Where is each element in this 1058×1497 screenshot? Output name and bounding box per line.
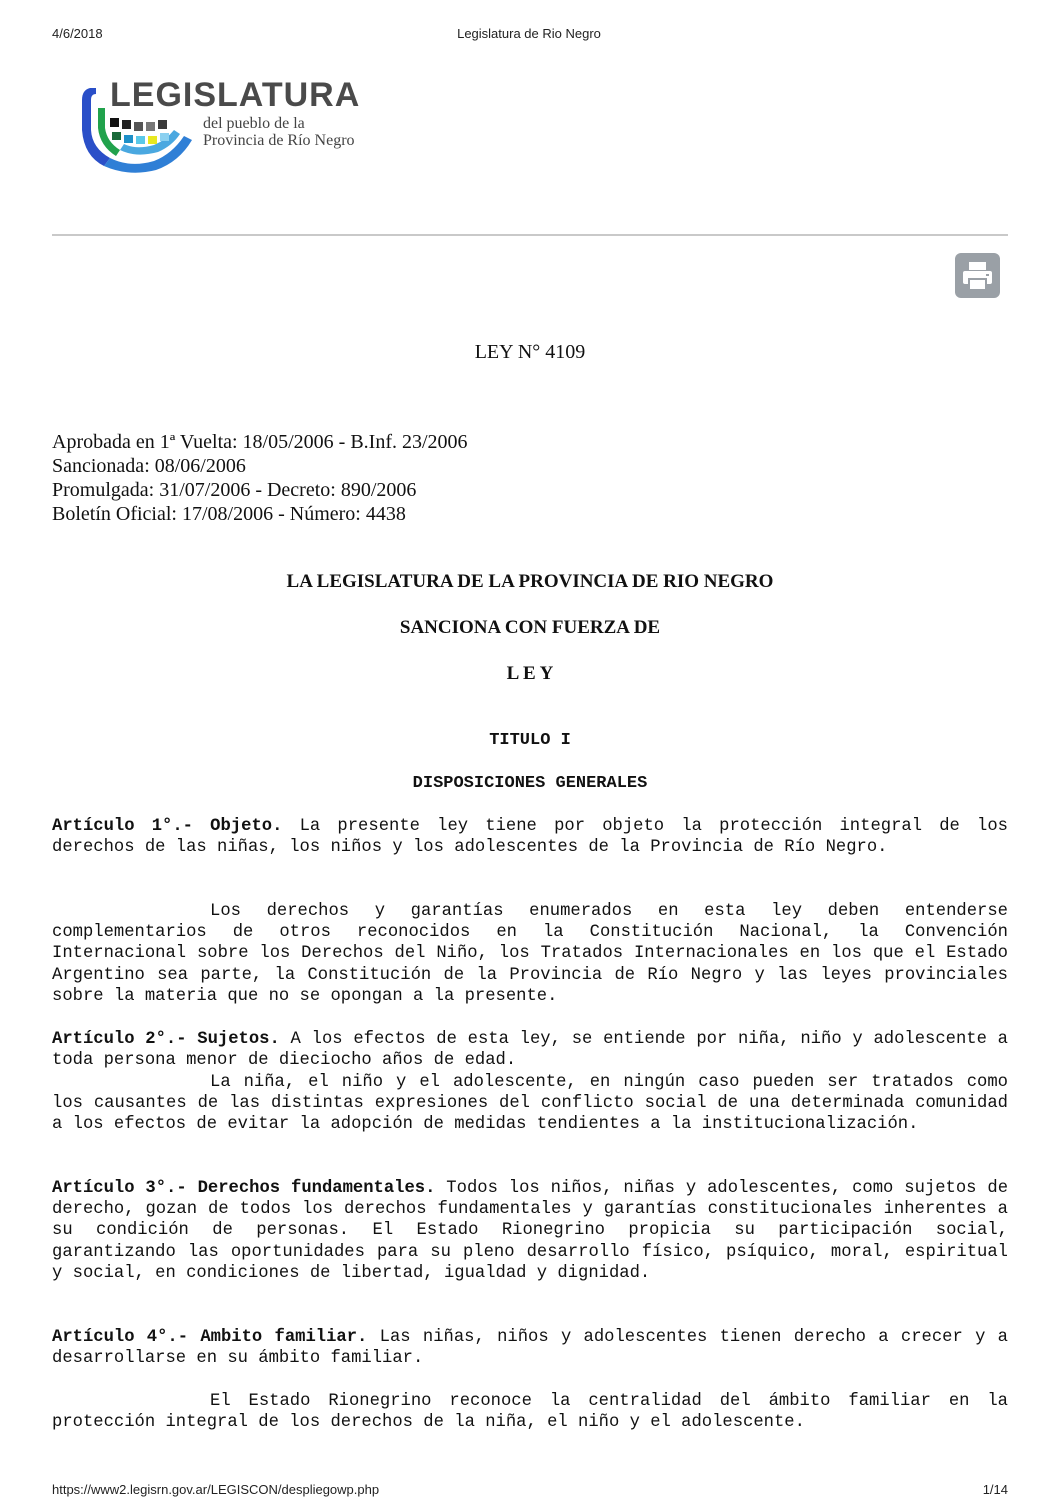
meta-sancionada: Sancionada: 08/06/2006: [52, 455, 246, 477]
print-date: 4/6/2018: [52, 26, 103, 41]
article-3: [52, 1178, 1008, 1284]
article-1-paragraph-2: Los derechos y garantías enumerados en esta ley deben entenderse complementarios de otros reconocidos en la Constitución Nacional, la Convención Internacional sobre los Derechos del Niño, los Tratados Internacionales en los que el Estado Argentino sea parte, la Constitución de la Provincia de Río Negro y las leyes provinciales sobre la materia que no se opongan a la presente.: [52, 902, 1008, 1006]
article-2: [52, 1029, 1008, 1071]
meta-boletin: Boletín Oficial: 17/08/2006 - Número: 4438: [52, 503, 406, 525]
meta-promulgada: Promulgada: 31/07/2006 - Decreto: 890/2006: [52, 479, 417, 501]
print-url: https://www2.legisrn.gov.ar/LEGISCON/despliegowp.php: [52, 1482, 380, 1497]
heading-legislatura: LA LEGISLATURA DE LA PROVINCIA DE RIO NEGRO: [286, 571, 774, 592]
article-2-paragraph-2: La niña, el niño y el adolescente, en ningún caso pueden ser tratados como los causantes de las distintas expresiones del conflicto social de una determinada comunidad a los efectos de evitar la adopción de medidas tendientes a la institucionalización.: [52, 1073, 1008, 1135]
heading-titulo: TITULO I: [489, 731, 571, 750]
law-title: LEY N° 4109: [474, 341, 586, 363]
heading-disposiciones: DISPOSICIONES GENERALES: [412, 774, 648, 793]
article-1-text: La presente ley tiene por objeto la protección integral de los derechos de las niñas, los niños y los adolescentes de la Provincia de Río Negro.: [52, 817, 1008, 858]
article-4-text: Las niñas, niños y adolescentes tienen derecho a crecer y a desarrollarse en su ámbito familiar.: [52, 1328, 1008, 1369]
print-button[interactable]: [955, 253, 1000, 298]
print-icon: [955, 253, 1000, 298]
article-4: [52, 1327, 1008, 1369]
meta-aprobada: Aprobada en 1ª Vuelta: 18/05/2006 - B.Inf. 23/2006: [52, 431, 468, 453]
heading-ley: L E Y: [506, 663, 554, 684]
article-4-heading: Artículo 4°.- Ambito familiar.: [52, 1328, 368, 1347]
article-3-heading: Artículo 3°.- Derechos fundamentales.: [52, 1179, 436, 1198]
logo-subtitle-1: del pueblo de la: [203, 115, 305, 132]
article-2-heading: Artículo 2°.- Sujetos.: [52, 1030, 280, 1049]
header-divider: [52, 234, 1008, 236]
article-1-heading: Artículo 1°.- Objeto.: [52, 817, 283, 836]
article-1: [52, 816, 1008, 858]
print-page-number: 1/14: [982, 1482, 1008, 1497]
logo-subtitle-2: Provincia de Río Negro: [203, 132, 355, 149]
article-2-text: A los efectos de esta ley, se entiende por niña, niño y adolescente a toda persona menor de dieciocho años de edad.: [52, 1030, 1008, 1071]
print-page-title: Legislatura de Rio Negro: [457, 26, 601, 41]
article-4-paragraph-2: El Estado Rionegrino reconoce la centralidad del ámbito familiar en la protección integral de los derechos de la niña, el niño y el adolescente.: [52, 1392, 1008, 1433]
heading-sanciona: SANCIONA CON FUERZA DE: [399, 617, 661, 638]
logo-title: LEGISLATURA: [110, 76, 361, 114]
article-3-text: Todos los niños, niñas y adolescentes, como sujetos de derecho, gozan de todos los derechos fundamentales y garantías constitucionales inherentes a su condición de personas. El Estado Rionegrino propicia su participación social, garantizando las oportunidades para su pleno desarrollo físico, psíquico, moral, espiritual y social, en condiciones de libertad, igualdad y dignidad.: [52, 1179, 1009, 1283]
